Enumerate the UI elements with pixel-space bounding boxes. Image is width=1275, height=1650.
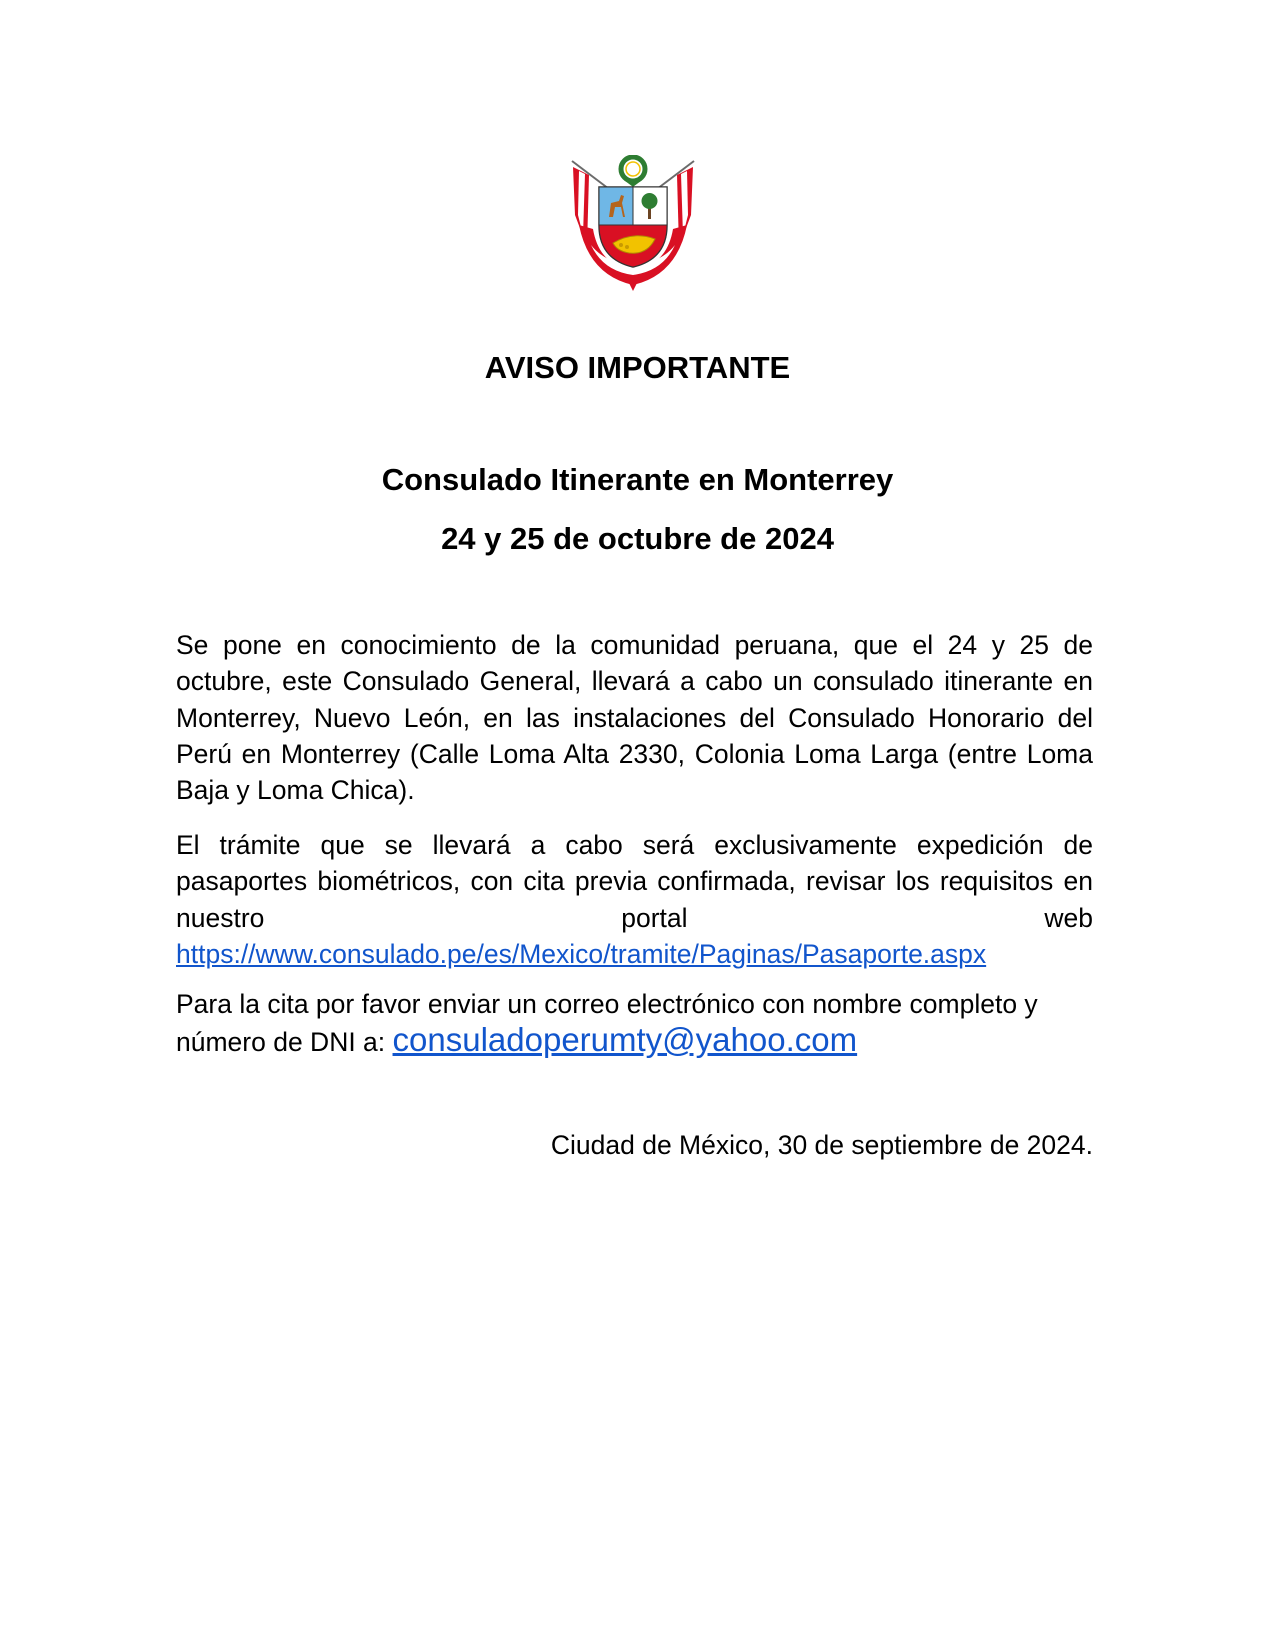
coat-of-arms-of-peru <box>569 155 697 291</box>
event-date: 24 y 25 de octubre de 2024 <box>441 521 834 556</box>
consulate-email-link[interactable]: consuladoperumty@yahoo.com <box>392 1021 858 1059</box>
wreath-icon <box>621 157 645 185</box>
shield-icon <box>599 187 667 267</box>
event-subtitle: Consulado Itinerante en Monterrey <box>381 462 894 497</box>
page-title: AVISO IMPORTANTE <box>484 350 791 385</box>
appointment-text: Para la cita por favor enviar un correo electrónico con nombre completo y número de DNI a: <box>176 989 1038 1058</box>
passport-requirements-link[interactable]: https://www.consulado.pe/es/Mexico/tramite/Paginas/Pasaporte.aspx <box>176 938 987 969</box>
requirements-paragraph <box>176 827 1093 972</box>
closing-place-date: Ciudad de México, 30 de septiembre de 2024. <box>550 1130 1093 1160</box>
requirements-text: El trámite que se llevará a cabo será exclusivamente expedición de pasaportes biométricos, con cita previa confirmada, revisar los requisitos en nuestro portal web <box>176 830 1093 933</box>
appointment-paragraph <box>176 986 1093 1061</box>
announcement-paragraph: Se pone en conocimiento de la comunidad peruana, que el 24 y 25 de octubre, este Consulado General, llevará a cabo un consulado itinerante en Monterrey, Nuevo León, en las instalaciones del Consulado Honorario del Perú en Monterrey (Calle Loma Alta 2330, Colonia Loma Larga (entre Loma Baja y Loma Chica). <box>176 630 1093 806</box>
